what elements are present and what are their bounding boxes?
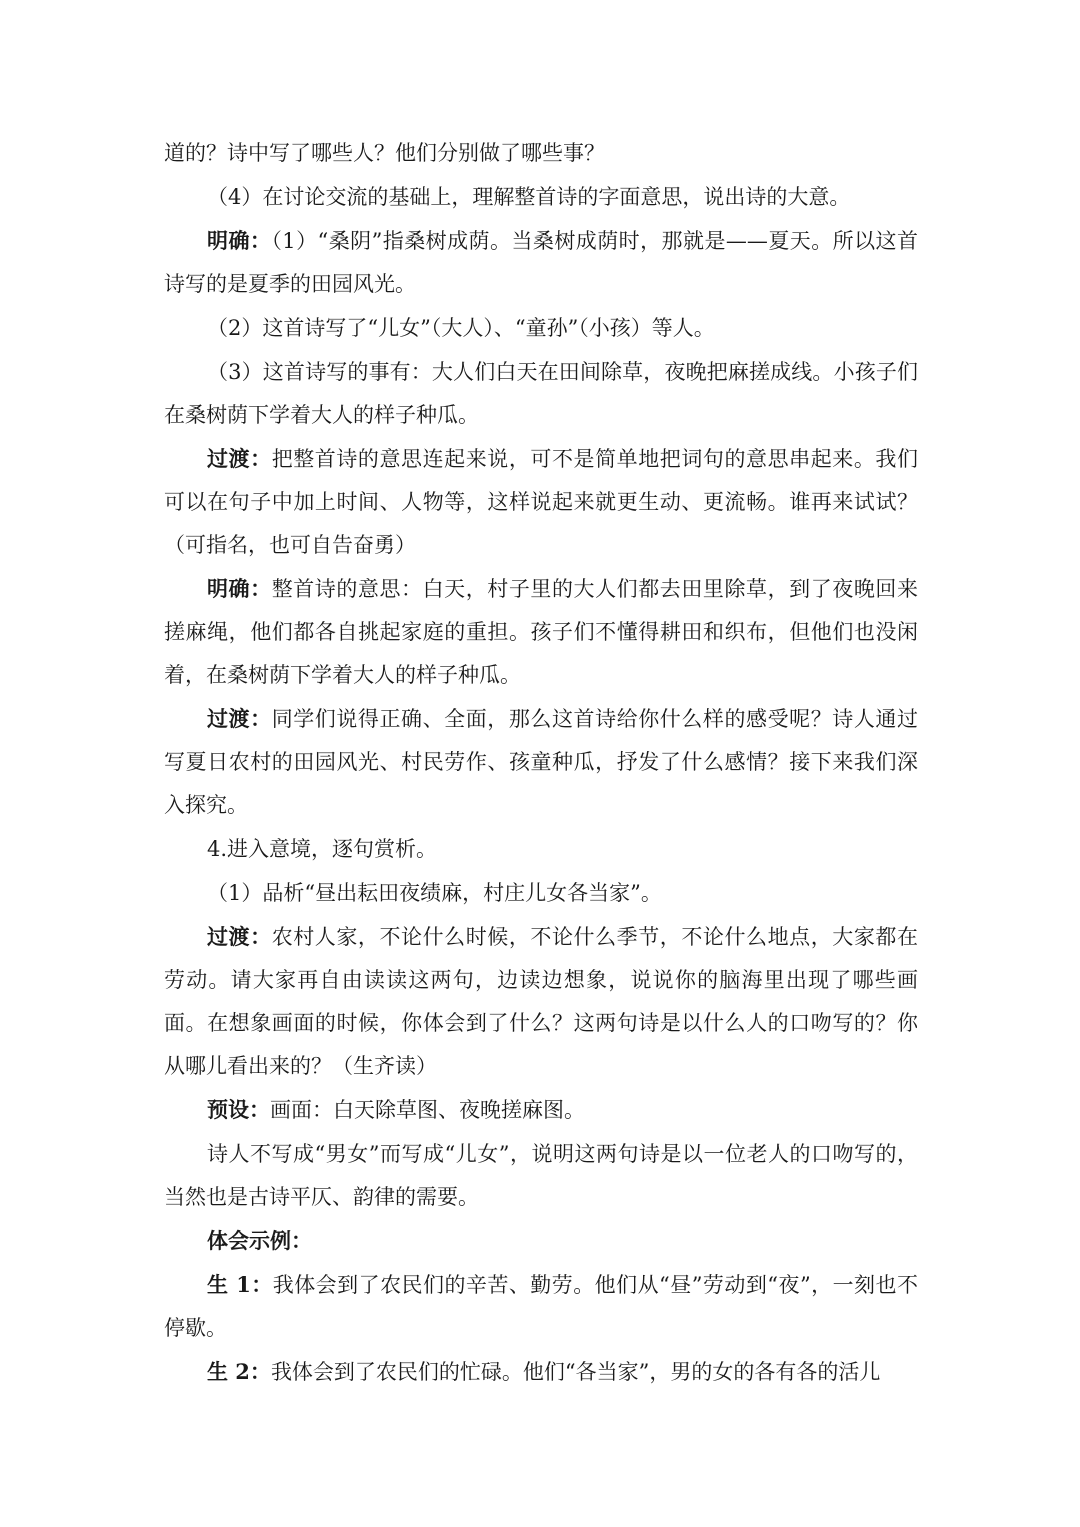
paragraph [164,1219,918,1263]
paragraph [164,827,918,871]
paragraph [164,1132,918,1219]
paragraph-lead: 生 1： [207,1272,273,1297]
paragraph [164,1350,918,1394]
paragraph-text: 诗人不写成“男女”而写成“儿女”，说明这两句诗是以一位老人的口吻写的，当然也是古诗平仄、韵律的需要。 [164,1142,918,1209]
paragraph-text: 4.进入意境，逐句赏析。 [207,837,438,861]
paragraph-text: 我体会到了农民们的辛苦、勤劳。他们从“昼”劳动到“夜”，一刻也不停歇。 [164,1273,918,1340]
paragraph-text: 同学们说得正确、全面，那么这首诗给你什么样的感受呢？诗人通过写夏日农村的田园风光、村民劳作、孩童种瓜，抒发了什么感情？接下来我们深入探究。 [164,707,918,817]
paragraph [164,306,918,350]
paragraph [164,915,918,1088]
paragraph [164,697,918,827]
paragraph [164,1088,918,1132]
paragraph [164,219,918,306]
paragraph [164,131,918,175]
paragraph-lead: 体会示例： [207,1228,312,1253]
paragraph [164,175,918,219]
paragraph-text: （3）这首诗写的事有：大人们白天在田间除草，夜晚把麻搓成线。小孩子们在桑树荫下学着大人的样子种瓜。 [164,360,918,427]
paragraph-lead: 明确： [207,576,272,601]
paragraph [164,871,918,915]
paragraph-lead: 过渡： [207,446,272,471]
paragraph-text: 把整首诗的意思连起来说，可不是简单地把词句的意思串起来。我们可以在句子中加上时间、人物等，这样说起来就更生动、更流畅。谁再来试试？（可指名，也可自告奋勇） [164,447,918,557]
paragraph-text: 道的？诗中写了哪些人？他们分别做了哪些事？ [164,141,605,165]
paragraph [164,437,918,567]
paragraph-lead: 过渡： [207,706,272,731]
paragraph [164,1263,918,1350]
paragraph-text: 农村人家，不论什么时候，不论什么季节，不论什么地点，大家都在劳动。请大家再自由读读这两句，边读边想象，说说你的脑海里出现了哪些画面。在想象画面的时候，你体会到了什么？这两句诗是以什么人的口吻写的？你从哪儿看出来的？（生齐读） [164,925,918,1078]
paragraph-lead: 预设： [207,1097,270,1122]
paragraph-lead: 生 2： [207,1359,271,1384]
document-body [164,131,918,1394]
paragraph [164,567,918,697]
paragraph-text: 我体会到了农民们的忙碌。他们“各当家”，男的女的各有各的活儿 [270,1360,881,1384]
paragraph-text: （1）品析“昼出耘田夜绩麻，村庄儿女各当家”。 [207,881,662,905]
paragraph [164,350,918,437]
paragraph-text: （2）这首诗写了“儿女”（大人）、“童孙”（小孩）等人。 [207,316,715,340]
paragraph-text: （1）“桑阴”指桑树成荫。当桑树成荫时，那就是——夏天。所以这首诗写的是夏季的田园风光。 [164,229,918,296]
paragraph-lead: 明确： [207,228,272,253]
paragraph-text: （4）在讨论交流的基础上，理解整首诗的字面意思，说出诗的大意。 [207,185,851,209]
paragraph-text: 整首诗的意思：白天，村子里的大人们都去田里除草，到了夜晚回来搓麻绳，他们都各自挑起家庭的重担。孩子们不懂得耕田和织布，但他们也没闲着，在桑树荫下学着大人的样子种瓜。 [164,577,918,687]
paragraph-text: 画面：白天除草图、夜晚搓麻图。 [270,1098,585,1122]
paragraph-lead: 过渡： [207,924,272,949]
